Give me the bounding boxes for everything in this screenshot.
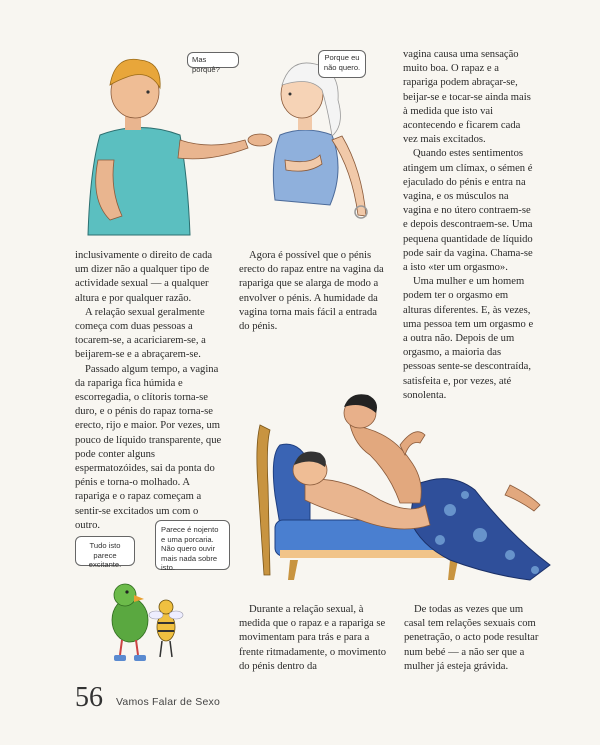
paragraph: De todas as vezes que um casal tem relações sexuais com penetração, o acto pode resultar num bebé — a não ser que a mulher já esteja grávida.	[404, 604, 539, 672]
couple-figures	[293, 394, 540, 529]
text-column-middle-bottom	[239, 603, 389, 674]
paragraph: Agora é possível que o pénis erecto do rapaz entre na vagina da rapariga que se alarga de modo a envolver o pénis. A humidade da vagina torna mais fácil a entrada do pénis.	[239, 250, 384, 333]
book-title: Vamos Falar de Sexo	[116, 696, 220, 708]
boy-figure	[88, 59, 272, 235]
text-column-middle-top	[239, 249, 387, 334]
paragraph: A relação sexual geralmente começa com duas pessoas a tocarem-se, a acariciarem-se, a beijarem-se e a abraçarem-se.	[75, 306, 206, 361]
speech-bubble-girl-text: Porque eu não quero.	[323, 53, 361, 72]
speech-bubble-girl	[318, 50, 366, 78]
girl-figure	[273, 63, 367, 218]
text-column-right-bottom	[404, 603, 544, 674]
text-column-right-top	[403, 48, 535, 403]
paragraph: Passado algum tempo, a vagina da rapariga fica húmida e escorregadia, o clítoris torna-se duro, e o pénis do rapaz torna-se erecto, rijo e maior. Por vezes, um pouco de líquido transparente, que pode conter alguns espermatozóides, sai da ponta do pénis e torna-o molhado. A rapariga e o rapaz começam a sentir-se excitados um com o outro.	[75, 363, 222, 531]
bird-mascot	[112, 584, 148, 661]
couple-on-chaise-illustration	[250, 385, 555, 590]
speech-bubble-bee-text: Parece é nojento e uma porcaria. Não quero ouvir mais nada sobre isto.	[161, 525, 219, 572]
speech-bubble-bird-text: Tudo isto parece excitante.	[88, 541, 122, 569]
text-column-left	[75, 249, 225, 533]
paragraph: Quando estes sentimentos atingem um clímax, o sémen é ejaculado do pénis e entra na vagina, e os músculos na vagina e no útero contraem-se e depois descontraem-se. Uma pequena quantidade de líquido pode sair da vagina. Chama-se a isto «ter um orgasmo».	[403, 148, 533, 274]
speech-bubble-boy	[187, 52, 239, 74]
speech-bubble-bee	[155, 520, 230, 570]
page-number: 56	[75, 682, 103, 713]
bird-and-bee-mascots	[100, 575, 190, 670]
bee-mascot	[149, 600, 183, 657]
speech-bubble-boy-text: Mas porquê?	[192, 55, 220, 74]
paragraph: Durante a relação sexual, à medida que o rapaz e a rapariga se movimentam para trás e para a frente ritmadamente, o movimento do pénis dentro da	[239, 604, 387, 672]
speech-bubble-bird	[75, 536, 135, 569]
paragraph: Uma mulher e um homem podem ter o orgasmo em alturas diferentes. E, às vezes, uma pessoa tem um orgasmo e a outra não. Depois de um orgasmo, a maioria das pessoas sente-se descontraída, satisfeita e, por vezes, até sonolenta.	[403, 276, 534, 401]
paragraph: inclusivamente o direito de cada um dizer não a qualquer tipo de actividade sexual — a qualquer altura e por qualquer razão.	[75, 250, 213, 304]
paragraph: vagina causa uma sensação muito boa. O rapaz e a rapariga podem abraçar-se, beijar-se e tocar-se ainda mais à medida que isto vai acontecendo e ficarem cada vez mais excitados.	[403, 49, 531, 146]
